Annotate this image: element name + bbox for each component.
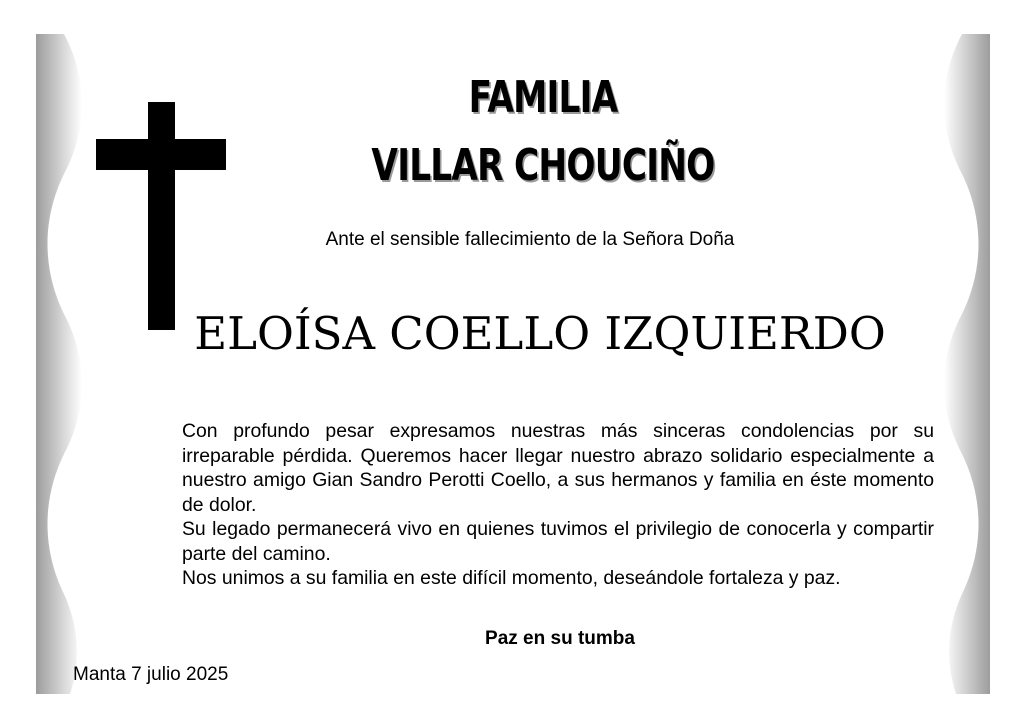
message-paragraph-2: Su legado permanecerá vivo en quienes tuvimos el privilegio de conocerla y compartir parte del camino.	[182, 518, 934, 565]
deceased-name: ELOÍSA COELLO IZQUIERDO	[194, 307, 886, 360]
intro-text: Ante el sensible fallecimiento de la Señora Doña	[325, 229, 735, 250]
cross-icon	[96, 102, 226, 330]
condolence-message	[182, 419, 934, 591]
cross-horizontal-bar	[96, 139, 226, 170]
family-title-line2: VILLAR CHOUCIÑO	[371, 140, 715, 191]
left-wavy-border	[36, 34, 94, 694]
date-line: Manta 7 julio 2025	[73, 664, 229, 685]
message-paragraph-3: Nos unimos a su familia en este difícil momento, deseándole fortaleza y paz.	[182, 567, 841, 589]
family-title-line1: FAMILIA	[468, 72, 618, 123]
right-wavy-border	[932, 34, 990, 694]
cross-vertical-bar	[148, 102, 175, 330]
closing-phrase: Paz en su tumba	[485, 628, 635, 649]
message-paragraph-1: Con profundo pesar expresamos nuestras más sinceras condolencias por su irreparable pérdida. Queremos hacer llegar nuestro abrazo solidario especialmente a nuestro amigo Gian Sandro Perotti Coello, a sus hermanos y familia en éste momento de dolor.	[182, 420, 934, 516]
